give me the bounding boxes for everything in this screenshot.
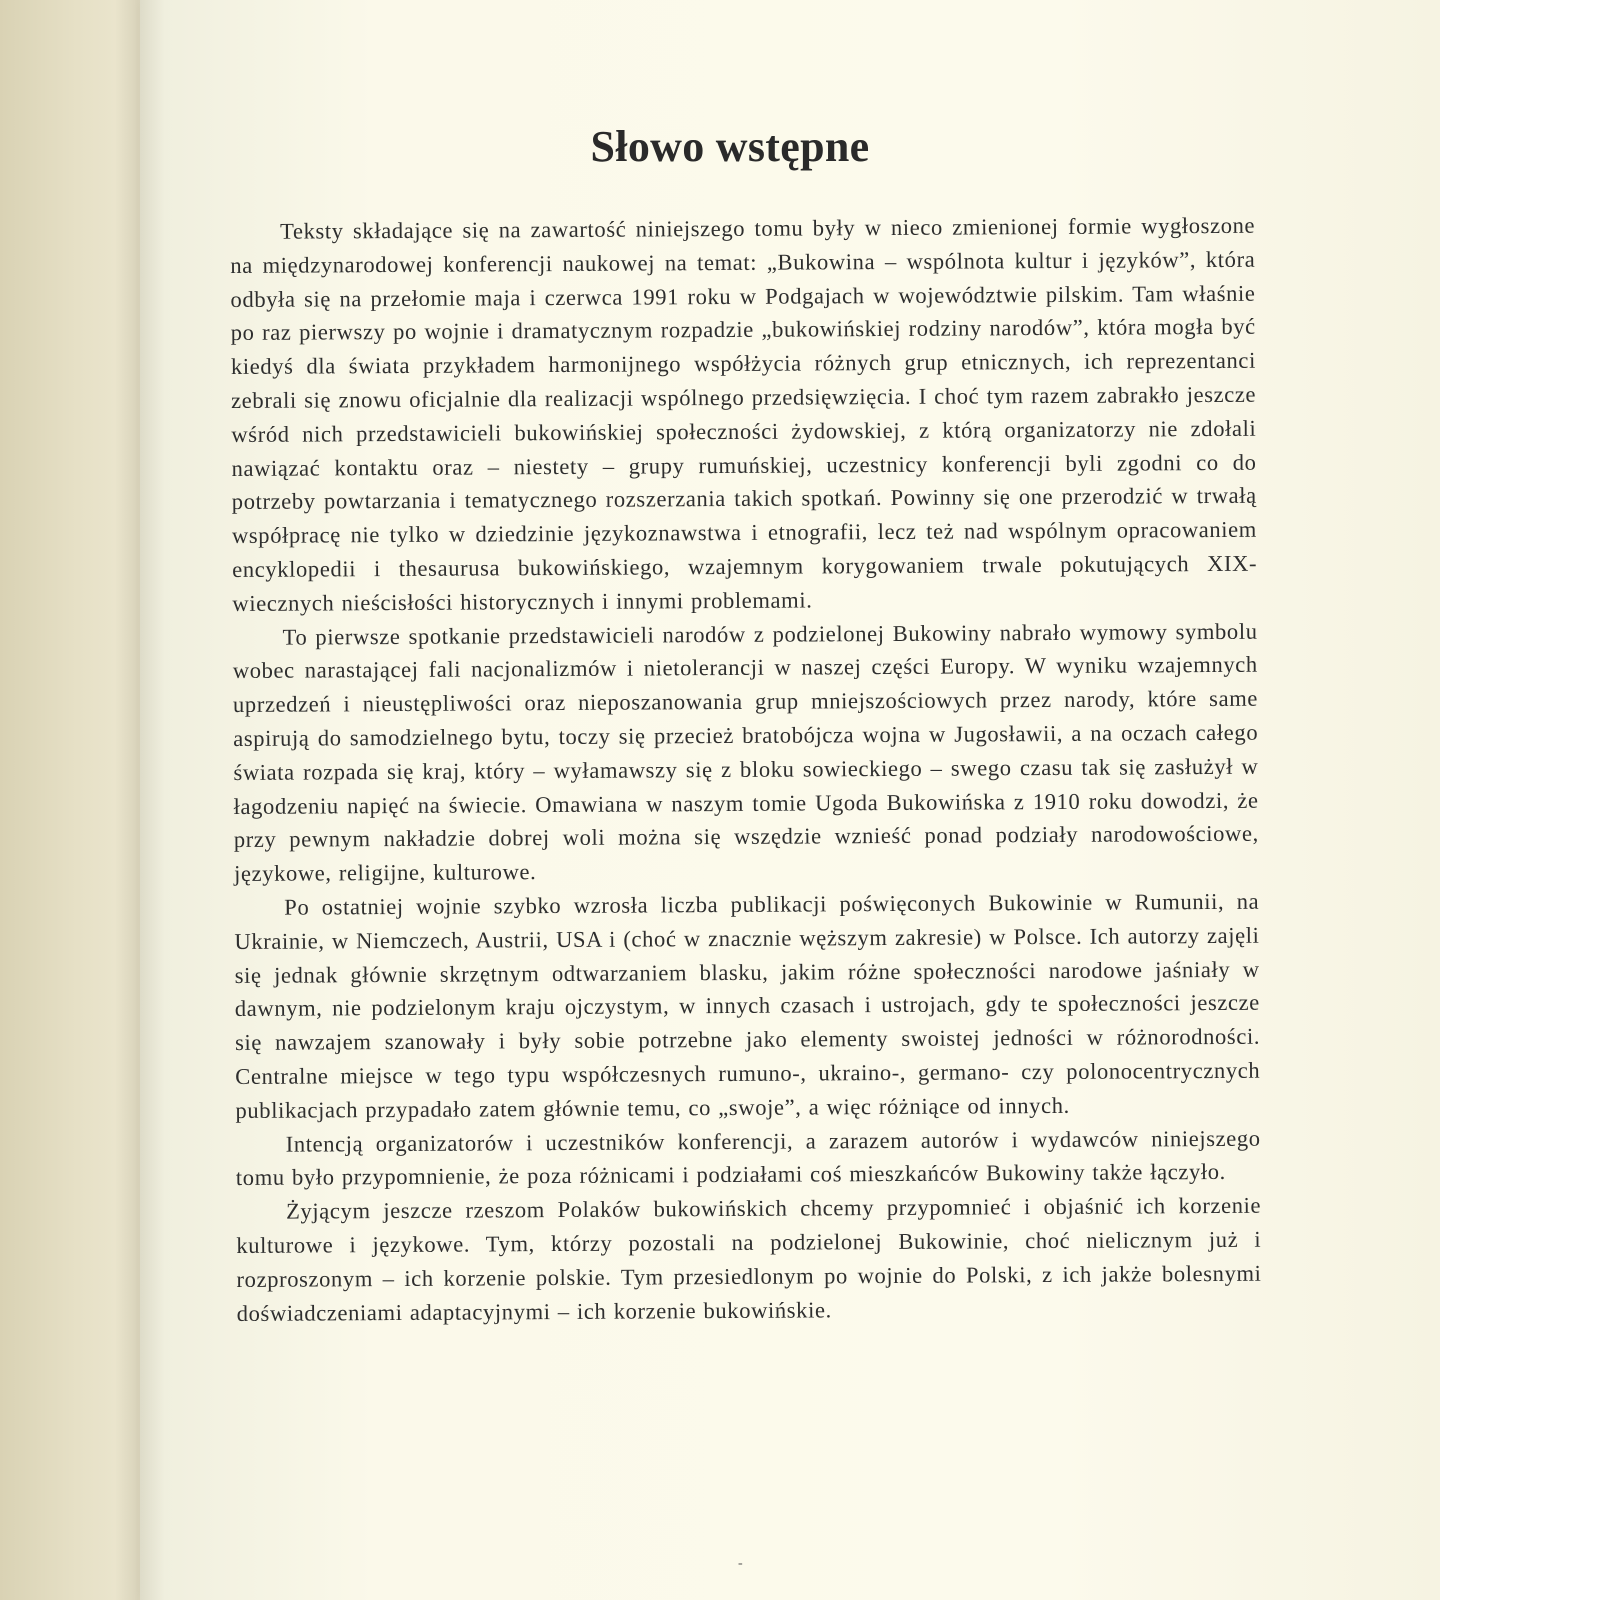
paragraph-4: Intencją organizatorów i uczestników konferencji, a zarazem autorów i wydawców niniejszego tomu było przypomnienie, że poza różnicami i podziałami coś mieszkańców Bukowiny także łączyło. <box>235 1125 1261 1191</box>
paragraph-5: Żyjącym jeszcze rzeszom Polaków bukowińskich chcemy przypomnieć i objaśnić ich korzenie kulturowe i językowe. Tym, którzy pozostali na podzielonej Bukowinie, choć nielicznym już i rozproszonym – ich korzenie polskie. Tym przesiedlonym po wojnie do Polski, z ich jakże bolesnymi doświadczeniami adaptacyjnymi – ich korzenie bukowińskie. <box>236 1192 1262 1326</box>
page-number-mark: - <box>738 1556 743 1571</box>
paragraph-2: To pierwsze spotkanie przedstawicieli narodów z podzielonej Bukowiny nabrało wymowy symbolu wobec narastającej fali nacjonalizmów i nietolerancji w naszej części Europy. W wyniku wzajemnych uprzedzeń i nieustępliwości oraz nieposzanowania grup mniejszościowych przez narody, które same aspirują do samodzielnego bytu, toczy się przecież bratobójcza wojna w Jugosławii, a na oczach całego świata rozpada się kraj, który – wyłamawszy się z bloku sowieckiego – swego czasu tak się zasłużył w łagodzeniu napięć na świecie. Omawiana w naszym tomie Ugoda Bukowińska z 1910 roku dowodzi, że przy pewnym nakładzie dobrej woli można się wszędzie wznieść ponad podziały narodowościowe, językowe, religijne, kulturowe. <box>232 618 1259 887</box>
paragraph-3: Po ostatniej wojnie szybko wzrosła liczba publikacji poświęconych Bukowinie w Rumunii, na Ukrainie, w Niemczech, Austrii, USA i (choć w znacznie węższym zakresie) w Polsce. Ich autorzy zajęli się jednak głównie skrzętnym odtwarzaniem blasku, jakim różne społeczności narodowe jaśniały w dawnym, nie podzielonym kraju ojczystym, w innych czasach i ustrojach, gdy te społeczności jeszcze się nawzajem szanowały i były sobie potrzebne jako elementy swoistej jedności w różnorodności. Centralne miejsce w tego typu współczesnych rumuno-, ukraino-, germano- czy polonocentrycznych publikacjach przypadało zatem głównie temu, co „swoje”, a więc różniące od innych. <box>234 888 1261 1123</box>
paragraph-1: Teksty składające się na zawartość niniejszego tomu były w nieco zmienionej formie wygłoszone na międzynarodowej konferencji naukowej na temat: „Bukowina – wspólnota kultur i języków”, która odbyła się na przełomie maja i czerwca 1991 roku w Podgajach w województwie pilskim. Tam właśnie po raz pierwszy po wojnie i dramatycznym rozpadzie „bukowińskiej rodziny narodów”, która mogła być kiedyś dla świata przykładem harmonijnego współżycia różnych grup etnicznych, ich reprezentanci zebrali się znowu oficjalnie dla realizacji wspólnego przedsięwzięcia. I choć tym razem zabrakło jeszcze wśród nich przedstawicieli bukowińskiej społeczności żydowskiej, z którą organizatorzy nie zdołali nawiązać kontaktu oraz – niestety – grupy rumuńskiej, uczestnicy konferencji byli zgodni co do potrzeby powtarzania i tematycznego rozszerzania takich spotkań. Powinny się one przerodzić w trwałą współpracę nie tylko w dziedzinie językoznawstwa i etnografii, lecz też nad wspólnym opracowaniem encyklopedii i thesaurusa bukowińskiego, wzajemnym korygowaniem trwale pokutujących XIX-wiecznych nieścisłości historycznych i innymi problemami. <box>230 212 1258 616</box>
book-spine-shadow <box>115 0 165 1600</box>
page-title: Słowo wstępne <box>590 122 870 172</box>
body-text <box>230 209 1262 1331</box>
background <box>1440 0 1600 1600</box>
